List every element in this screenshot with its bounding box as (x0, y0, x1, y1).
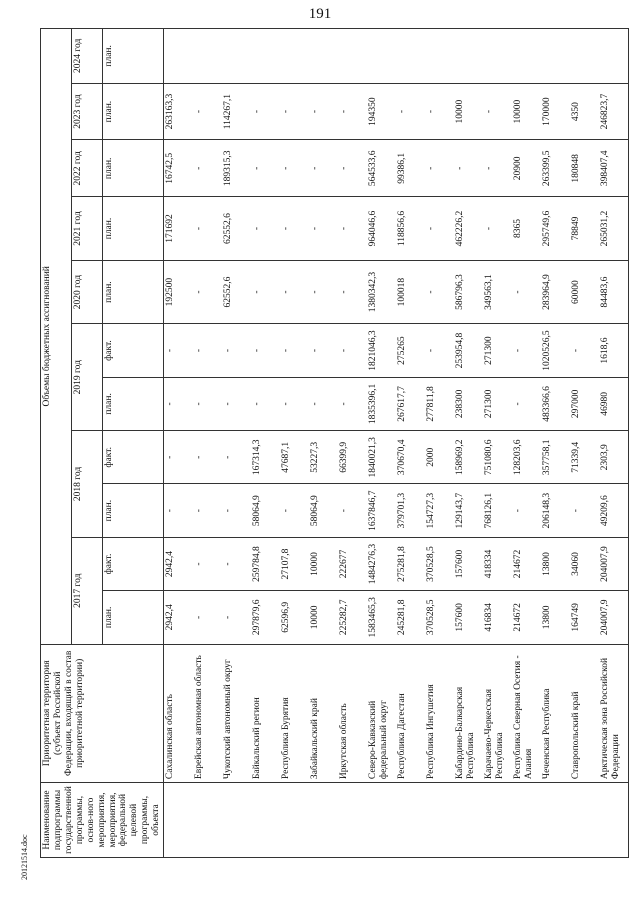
value-cell: - (280, 484, 309, 537)
value-cell (309, 29, 338, 84)
header-fact: факт. (103, 324, 164, 377)
table-region (40, 28, 622, 858)
header-priority-territory: Приоритетная территория (субъект Российской Федерации, входящий в состав приоритетной территории) (41, 644, 164, 783)
territory-name: Иркутская область (338, 644, 367, 783)
value-cell (599, 29, 629, 84)
program-cell (512, 783, 541, 858)
value-cell: 66399,9 (338, 431, 367, 484)
header-plan: план. (103, 83, 164, 140)
table-row (454, 29, 483, 858)
header-year-2022: 2022 год (72, 140, 103, 197)
value-cell: 275281,8 (396, 537, 425, 590)
territory-name: Карачаево-Черкесская Республика (483, 644, 512, 783)
value-cell: - (309, 260, 338, 324)
program-cell (280, 783, 309, 858)
value-cell: 2942,4 (164, 537, 194, 590)
table-row (425, 29, 454, 858)
value-cell: 1020526,5 (541, 324, 570, 377)
value-cell: - (338, 260, 367, 324)
value-cell: 370528,5 (425, 537, 454, 590)
value-cell: 157600 (454, 537, 483, 590)
value-cell: - (338, 324, 367, 377)
value-cell: - (193, 537, 222, 590)
value-cell: 157600 (454, 591, 483, 644)
program-cell (483, 783, 512, 858)
value-cell: 1840021,3 (367, 431, 396, 484)
value-cell: 1637846,7 (367, 484, 396, 537)
value-cell: 2000 (425, 431, 454, 484)
table-row (512, 29, 541, 858)
value-cell: 1380342,3 (367, 260, 396, 324)
header-year-2021: 2021 год (72, 197, 103, 261)
value-cell: - (425, 260, 454, 324)
value-cell (164, 29, 194, 84)
value-cell (425, 29, 454, 84)
value-cell (512, 29, 541, 84)
value-cell: 1821046,3 (367, 324, 396, 377)
value-cell: 194350 (367, 83, 396, 140)
value-cell: 204007,9 (599, 591, 629, 644)
value-cell: 118856,6 (396, 197, 425, 261)
header-plan: план. (103, 140, 164, 197)
value-cell: 4350 (570, 83, 599, 140)
program-cell (367, 783, 396, 858)
value-cell: - (222, 591, 251, 644)
value-cell: - (512, 260, 541, 324)
value-cell: - (222, 324, 251, 377)
header-year-2017: 2017 год (72, 537, 103, 644)
value-cell: - (483, 197, 512, 261)
header-plan: план. (103, 29, 164, 84)
value-cell: 62552,6 (222, 260, 251, 324)
value-cell: - (280, 260, 309, 324)
value-cell: 2942,4 (164, 591, 194, 644)
value-cell: - (251, 197, 280, 261)
territory-name: Забайкальский край (309, 644, 338, 783)
value-cell: - (483, 140, 512, 197)
value-cell: 10000 (512, 83, 541, 140)
value-cell: - (251, 324, 280, 377)
value-cell: 206148,3 (541, 484, 570, 537)
value-cell: - (251, 140, 280, 197)
value-cell: 416834 (483, 591, 512, 644)
territory-name: Еврейская автономная область (193, 644, 222, 783)
value-cell: - (280, 140, 309, 197)
header-year-2018: 2018 год (72, 431, 103, 538)
value-cell: 100018 (396, 260, 425, 324)
header-plan: план. (103, 591, 164, 644)
value-cell: 238300 (454, 377, 483, 430)
value-cell (454, 29, 483, 84)
value-cell: 20900 (512, 140, 541, 197)
value-cell: 13800 (541, 591, 570, 644)
value-cell: 180848 (570, 140, 599, 197)
value-cell: - (425, 140, 454, 197)
value-cell: 751080,6 (483, 431, 512, 484)
value-cell: 1583465,3 (367, 591, 396, 644)
table-row (483, 29, 512, 858)
value-cell (338, 29, 367, 84)
value-cell: 154727,3 (425, 484, 454, 537)
value-cell: 222677 (338, 537, 367, 590)
value-cell: - (222, 377, 251, 430)
table-row (541, 29, 570, 858)
value-cell: 398407,4 (599, 140, 629, 197)
table-row (396, 29, 425, 858)
header-year-2020: 2020 год (72, 260, 103, 324)
page-number: 191 (308, 6, 332, 22)
value-cell: 245281,8 (396, 591, 425, 644)
value-cell: 170000 (541, 83, 570, 140)
value-cell: 271300 (483, 324, 512, 377)
value-cell: 62552,6 (222, 197, 251, 261)
value-cell: 586796,3 (454, 260, 483, 324)
value-cell: - (309, 140, 338, 197)
value-cell: - (512, 324, 541, 377)
value-cell: - (193, 484, 222, 537)
value-cell: 214672 (512, 591, 541, 644)
value-cell: 164749 (570, 591, 599, 644)
table-row (599, 29, 629, 858)
table-row (338, 29, 367, 858)
value-cell (396, 29, 425, 84)
table-row (280, 29, 309, 858)
value-cell (280, 29, 309, 84)
value-cell: - (570, 324, 599, 377)
value-cell: - (193, 431, 222, 484)
value-cell: - (251, 260, 280, 324)
value-cell: 271300 (483, 377, 512, 430)
value-cell: - (570, 484, 599, 537)
value-cell: 71339,4 (570, 431, 599, 484)
header-year-2024: 2024 год (72, 29, 103, 84)
value-cell: 263163,3 (164, 83, 194, 140)
header-program-name: Наименование подпрограммы государственной программы, основ-ного мероприятия, мероприятия, федеральной целевой программы, объекта (41, 783, 164, 858)
value-cell: - (425, 83, 454, 140)
value-cell: 192500 (164, 260, 194, 324)
value-cell: 1484276,3 (367, 537, 396, 590)
value-cell: 357758,1 (541, 431, 570, 484)
value-cell: - (193, 324, 222, 377)
header-plan: план. (103, 377, 164, 430)
territory-name: Республика Северная Осетия - Алания (512, 644, 541, 783)
value-cell: 275265 (396, 324, 425, 377)
value-cell: 259784,8 (251, 537, 280, 590)
value-cell: - (193, 140, 222, 197)
document-filename-text: 20121514.doc (20, 834, 29, 880)
value-cell: 297000 (570, 377, 599, 430)
header-fact: факт. (103, 537, 164, 590)
value-cell: - (309, 377, 338, 430)
value-cell: 129143,7 (454, 484, 483, 537)
value-cell: 171692 (164, 197, 194, 261)
value-cell: - (396, 83, 425, 140)
table-row (164, 29, 194, 858)
value-cell: - (309, 197, 338, 261)
program-cell (454, 783, 483, 858)
value-cell: - (280, 324, 309, 377)
program-cell (570, 783, 599, 858)
header-plan: план. (103, 260, 164, 324)
value-cell: - (193, 377, 222, 430)
value-cell: 483366,6 (541, 377, 570, 430)
value-cell: - (164, 431, 194, 484)
value-cell: - (512, 484, 541, 537)
value-cell: 53227,3 (309, 431, 338, 484)
header-budget-volumes: Объемы бюджетных ассигнований (41, 29, 72, 645)
value-cell: - (425, 197, 454, 261)
value-cell: 8365 (512, 197, 541, 261)
value-cell: 267617,7 (396, 377, 425, 430)
value-cell: - (338, 377, 367, 430)
value-cell: 114267,1 (222, 83, 251, 140)
value-cell: - (222, 537, 251, 590)
value-cell: 58064,9 (309, 484, 338, 537)
territory-name: Республика Бурятия (280, 644, 309, 783)
value-cell: 158969,2 (454, 431, 483, 484)
value-cell: 10000 (309, 537, 338, 590)
value-cell: - (164, 377, 194, 430)
value-cell: 46980 (599, 377, 629, 430)
value-cell: 10000 (309, 591, 338, 644)
value-cell: 189315,3 (222, 140, 251, 197)
table-row (367, 29, 396, 858)
territory-name: Арктическая зона Российской Федерации (599, 644, 629, 783)
value-cell: - (483, 83, 512, 140)
value-cell: 418334 (483, 537, 512, 590)
value-cell: 253954,8 (454, 324, 483, 377)
value-cell: - (338, 197, 367, 261)
value-cell: 60000 (570, 260, 599, 324)
value-cell: - (454, 140, 483, 197)
value-cell: 99386,1 (396, 140, 425, 197)
table-row (193, 29, 222, 858)
value-cell: - (193, 260, 222, 324)
value-cell: 277811,8 (425, 377, 454, 430)
value-cell: 370670,4 (396, 431, 425, 484)
program-cell (222, 783, 251, 858)
table-row (309, 29, 338, 858)
program-cell (164, 783, 194, 858)
value-cell: 462226,2 (454, 197, 483, 261)
table-body (164, 29, 629, 858)
territory-name: Чукотский автономный округ (222, 644, 251, 783)
value-cell: 2303,9 (599, 431, 629, 484)
header-year-2019: 2019 год (72, 324, 103, 431)
table-row (570, 29, 599, 858)
value-cell: 62596,9 (280, 591, 309, 644)
value-cell (193, 29, 222, 84)
value-cell: - (193, 83, 222, 140)
value-cell (483, 29, 512, 84)
territory-name: Чеченская Республика (541, 644, 570, 783)
program-cell (193, 783, 222, 858)
rotated-table-container (40, 28, 622, 858)
value-cell: - (193, 591, 222, 644)
header-year-2023: 2023 год (72, 83, 103, 140)
value-cell: 34060 (570, 537, 599, 590)
value-cell: 27107,8 (280, 537, 309, 590)
territory-name: Байкальский регион (251, 644, 280, 783)
value-cell: 225282,7 (338, 591, 367, 644)
value-cell: - (512, 377, 541, 430)
value-cell: 246823,7 (599, 83, 629, 140)
value-cell (251, 29, 280, 84)
value-cell: 58064,9 (251, 484, 280, 537)
program-cell (396, 783, 425, 858)
territory-name: Сахалинская область (164, 644, 194, 783)
budget-table (40, 28, 629, 858)
value-cell: - (251, 83, 280, 140)
value-cell: 1835396,1 (367, 377, 396, 430)
value-cell: - (338, 83, 367, 140)
value-cell: - (164, 484, 194, 537)
value-cell: 349563,1 (483, 260, 512, 324)
value-cell: - (338, 140, 367, 197)
value-cell: - (164, 324, 194, 377)
value-cell: - (222, 484, 251, 537)
value-cell: 10000 (454, 83, 483, 140)
territory-name: Ставропольский край (570, 644, 599, 783)
document-filename (20, 834, 34, 888)
value-cell: 49209,6 (599, 484, 629, 537)
value-cell: 379701,3 (396, 484, 425, 537)
value-cell: 964046,6 (367, 197, 396, 261)
program-cell (599, 783, 629, 858)
value-cell (367, 29, 396, 84)
value-cell: 768126,1 (483, 484, 512, 537)
value-cell: 47687,1 (280, 431, 309, 484)
program-cell (425, 783, 454, 858)
value-cell: - (280, 197, 309, 261)
value-cell: 370528,5 (425, 591, 454, 644)
header-plan: план. (103, 484, 164, 537)
value-cell: 214672 (512, 537, 541, 590)
program-cell (541, 783, 570, 858)
value-cell: 128203,6 (512, 431, 541, 484)
value-cell: - (309, 83, 338, 140)
value-cell: - (280, 83, 309, 140)
program-cell (338, 783, 367, 858)
value-cell: - (280, 377, 309, 430)
value-cell: - (251, 377, 280, 430)
value-cell: - (309, 324, 338, 377)
value-cell: - (193, 197, 222, 261)
value-cell: 295749,6 (541, 197, 570, 261)
value-cell: 283964,9 (541, 260, 570, 324)
value-cell (570, 29, 599, 84)
value-cell: 84483,6 (599, 260, 629, 324)
value-cell: 265031,2 (599, 197, 629, 261)
value-cell: 564533,6 (367, 140, 396, 197)
territory-name: Кабардино-Балкарская Республика (454, 644, 483, 783)
value-cell: 297879,6 (251, 591, 280, 644)
value-cell (541, 29, 570, 84)
value-cell: - (338, 484, 367, 537)
territory-name: Республика Дагестан (396, 644, 425, 783)
territory-name: Северо-Кавказский федеральный округ (367, 644, 396, 783)
program-cell (309, 783, 338, 858)
value-cell: - (222, 431, 251, 484)
value-cell (222, 29, 251, 84)
program-cell (251, 783, 280, 858)
value-cell: 263399,5 (541, 140, 570, 197)
table-row (222, 29, 251, 858)
value-cell: 1618,6 (599, 324, 629, 377)
value-cell: 204007,9 (599, 537, 629, 590)
value-cell: - (425, 324, 454, 377)
header-fact: факт. (103, 431, 164, 484)
value-cell: 13800 (541, 537, 570, 590)
table-row (251, 29, 280, 858)
header-plan: план. (103, 197, 164, 261)
territory-name: Республика Ингушетия (425, 644, 454, 783)
value-cell: 167314,3 (251, 431, 280, 484)
value-cell: 78849 (570, 197, 599, 261)
value-cell: 16742,5 (164, 140, 194, 197)
